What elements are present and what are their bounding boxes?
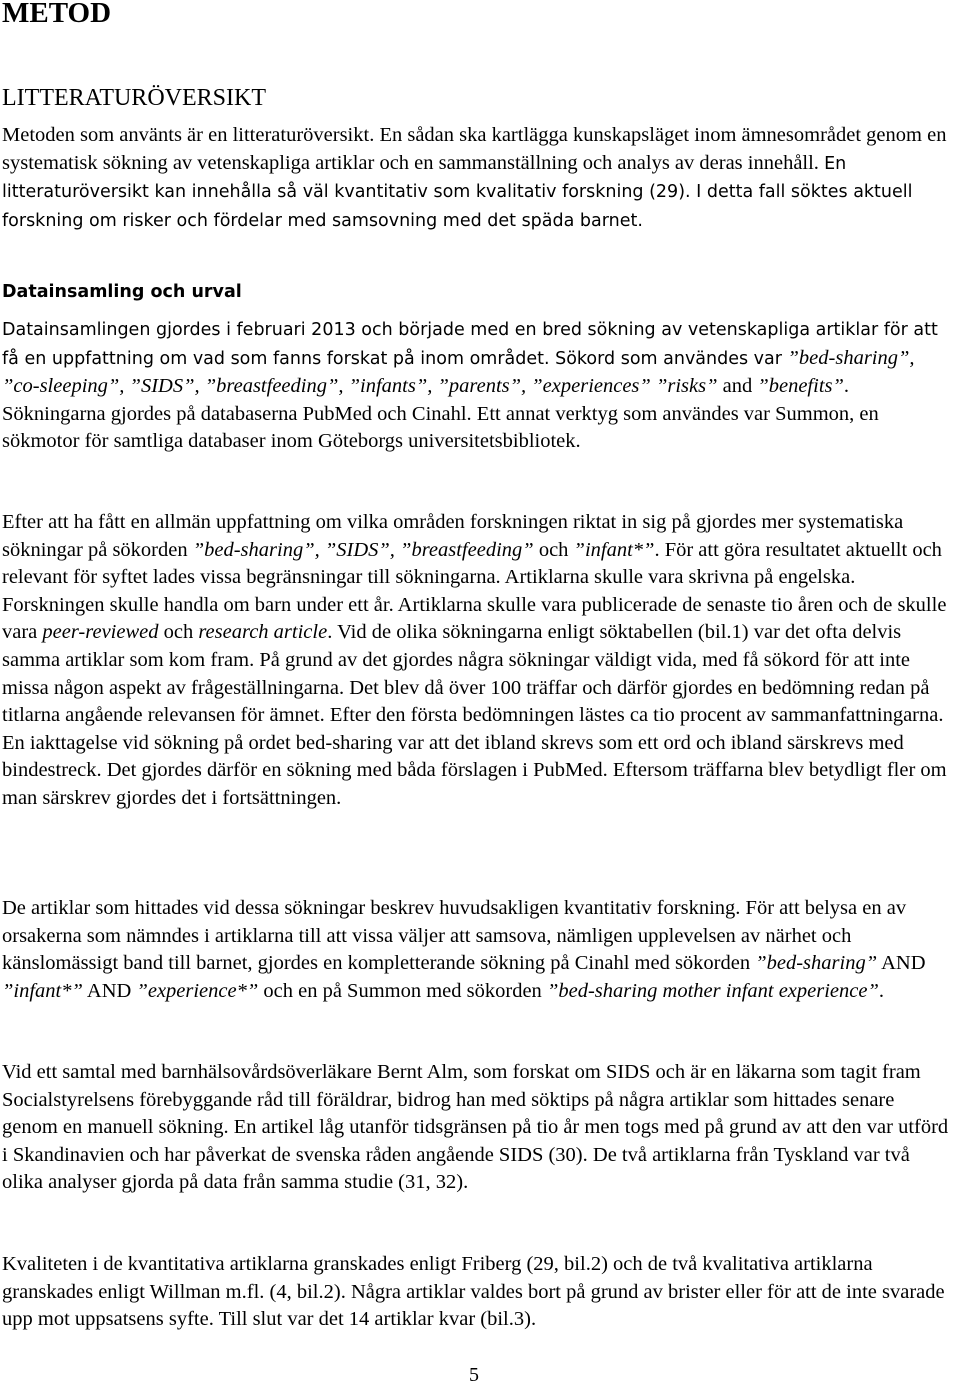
text-run: En litteraturöversikt kan innehålla så väl kvantitativ som kvalitativ forskning (29). bbox=[2, 153, 847, 203]
text-run: and bbox=[717, 375, 758, 398]
paragraph-quality-review: Kvaliteten i de kvantitativa artiklarna granskades enligt Friberg (29, bil.2) och de två kvalitativa artiklarna granskades enligt Willman m.fl. (4, bil.2). Några artiklar valdes bort på grund av brister eller för att de inte svarade upp mot uppsatsens syfte. Till slut var det 14 artiklar kvar (bil.3). bbox=[2, 1253, 945, 1331]
search-terms: ”bed-sharing”, ”co-sleeping”, ”SIDS”, ”breastfeeding”, ”infants”, ”parents”, ”experiences” ”risks” bbox=[2, 346, 915, 398]
text-run: och bbox=[533, 538, 574, 561]
paragraph-systematic-search bbox=[2, 509, 954, 813]
text-run: . Sökningarna gjordes på databaserna PubMed och Cinahl. Ett annat verktyg som användes var Summon, en sökmotor för samtliga databaser inom Göteborgs universitetsbibliotek. bbox=[2, 375, 879, 453]
text-run: . För att göra resultatet aktuellt och relevant för syftet lades vissa begränsningar till sökningarna. Artiklarna skulle vara skrivna på engelska. Forskningen skulle handla om barn under ett år. Artiklarna skulle vara publicerade de senaste tio åren och de skulle vara bbox=[2, 538, 947, 644]
text-run: och en på Summon med sökorden bbox=[258, 979, 547, 1002]
text-run: Datainsamlingen gjordes i februari 2013 och började med en bred sökning av vetenskapliga artiklar för att få en uppfattning om vad som fanns forskat på inom området. bbox=[2, 320, 938, 369]
text-run: . Vid de olika sökningarna enligt söktabellen (bil.1) var det ofta delvis samma artiklar som kom fram. På grund av det gjordes några sökningar väldigt vida, med få sökord för att inte missa någon aspekt av frågeställningarna. Det blev då över 100 träffar och därför gjordes en bedömning redan på titlarna angående relevansen för ämnet. Efter den första bedömningen lästes ca tio procent av sammanfattningarna. En iakttagelse vid sökning på ordet bed-sharing var att det ibland skrevs som ett ord och ibland särskrevs med bindestreck. Det gjordes därför en sökning med båda förslagen i PubMed. Eftersom träffarna blev betydligt fler om man särskrev gjordes det i fortsättningen. bbox=[2, 621, 947, 809]
text-run: Sökord som användes var bbox=[555, 348, 788, 369]
search-terms: ”bed-sharing” bbox=[755, 952, 878, 975]
paragraph-complementary-search bbox=[2, 895, 954, 1005]
search-terms: ”infant*” bbox=[573, 538, 655, 561]
text-run: AND bbox=[82, 979, 137, 1002]
text-run: och bbox=[158, 621, 199, 644]
text-run: . bbox=[878, 979, 884, 1002]
italic-term: research article bbox=[198, 621, 328, 644]
search-terms: ”experience*” bbox=[136, 979, 259, 1002]
subheading-data-collection: Datainsamling och urval bbox=[2, 282, 242, 302]
paragraph-manual-search: Vid ett samtal med barnhälsovårdsöverläkare Bernt Alm, som forskat om SIDS och är en läkarna som tagit fram Socialstyrelsens förebyggande råd till föräldrar, bidrog han med söktips på några artiklar som hittades senare genom en manuell sökning. En artikel låg utanför tidsgränsen på tio år men togs med på grund av att den var utförd i Skandinavien och har påverkat de svenska råden angående SIDS (30). De två artiklarna från Tyskland var två olika analyser gjorda på data från samma studie (31, 32). bbox=[2, 1061, 949, 1194]
text-run: Metoden som använts är en litteraturöversikt. En sådan ska kartlägga kunskapsläget inom ämnesområdet genom en systematisk sökning av vetenskapliga artiklar och en sammanställning och analys av deras innehåll. bbox=[2, 124, 947, 174]
page-number: 5 bbox=[469, 1364, 479, 1386]
search-terms: ”benefits” bbox=[757, 375, 844, 398]
search-terms: ”bed-sharing mother infant experience” bbox=[546, 979, 879, 1002]
paragraph-intro bbox=[2, 122, 954, 235]
text-run: I detta fall söktes aktuell forskning om risker och fördelar med samsovning med det späda barnet. bbox=[2, 182, 913, 231]
search-terms: ”bed-sharing”, ”SIDS”, ”breastfeeding” bbox=[192, 538, 534, 561]
text-run: AND bbox=[877, 952, 926, 975]
italic-term: peer-reviewed bbox=[42, 621, 159, 644]
text-run: Efter att ha fått en allmän uppfattning om vilka områden forskningen riktat in sig på gjordes mer systematiska sökningar på sökorden bbox=[2, 511, 904, 561]
paragraph-data-collection bbox=[2, 316, 954, 456]
chapter-heading: METOD bbox=[2, 0, 112, 29]
text-run: De artiklar som hittades vid dessa sökningar beskrev huvudsakligen kvantitativ forskning. För att belysa en av orsakerna som nämndes i artiklarna till att vissa väljer att samsova, nämligen upplevelsen av närhet och känslomässigt band till barnet, gjordes en kompletterande sökning på Cinahl med sökorden bbox=[2, 897, 907, 975]
section-heading: LITTERATURÖVERSIKT bbox=[2, 85, 266, 111]
search-terms: ”infant*” bbox=[2, 979, 83, 1002]
